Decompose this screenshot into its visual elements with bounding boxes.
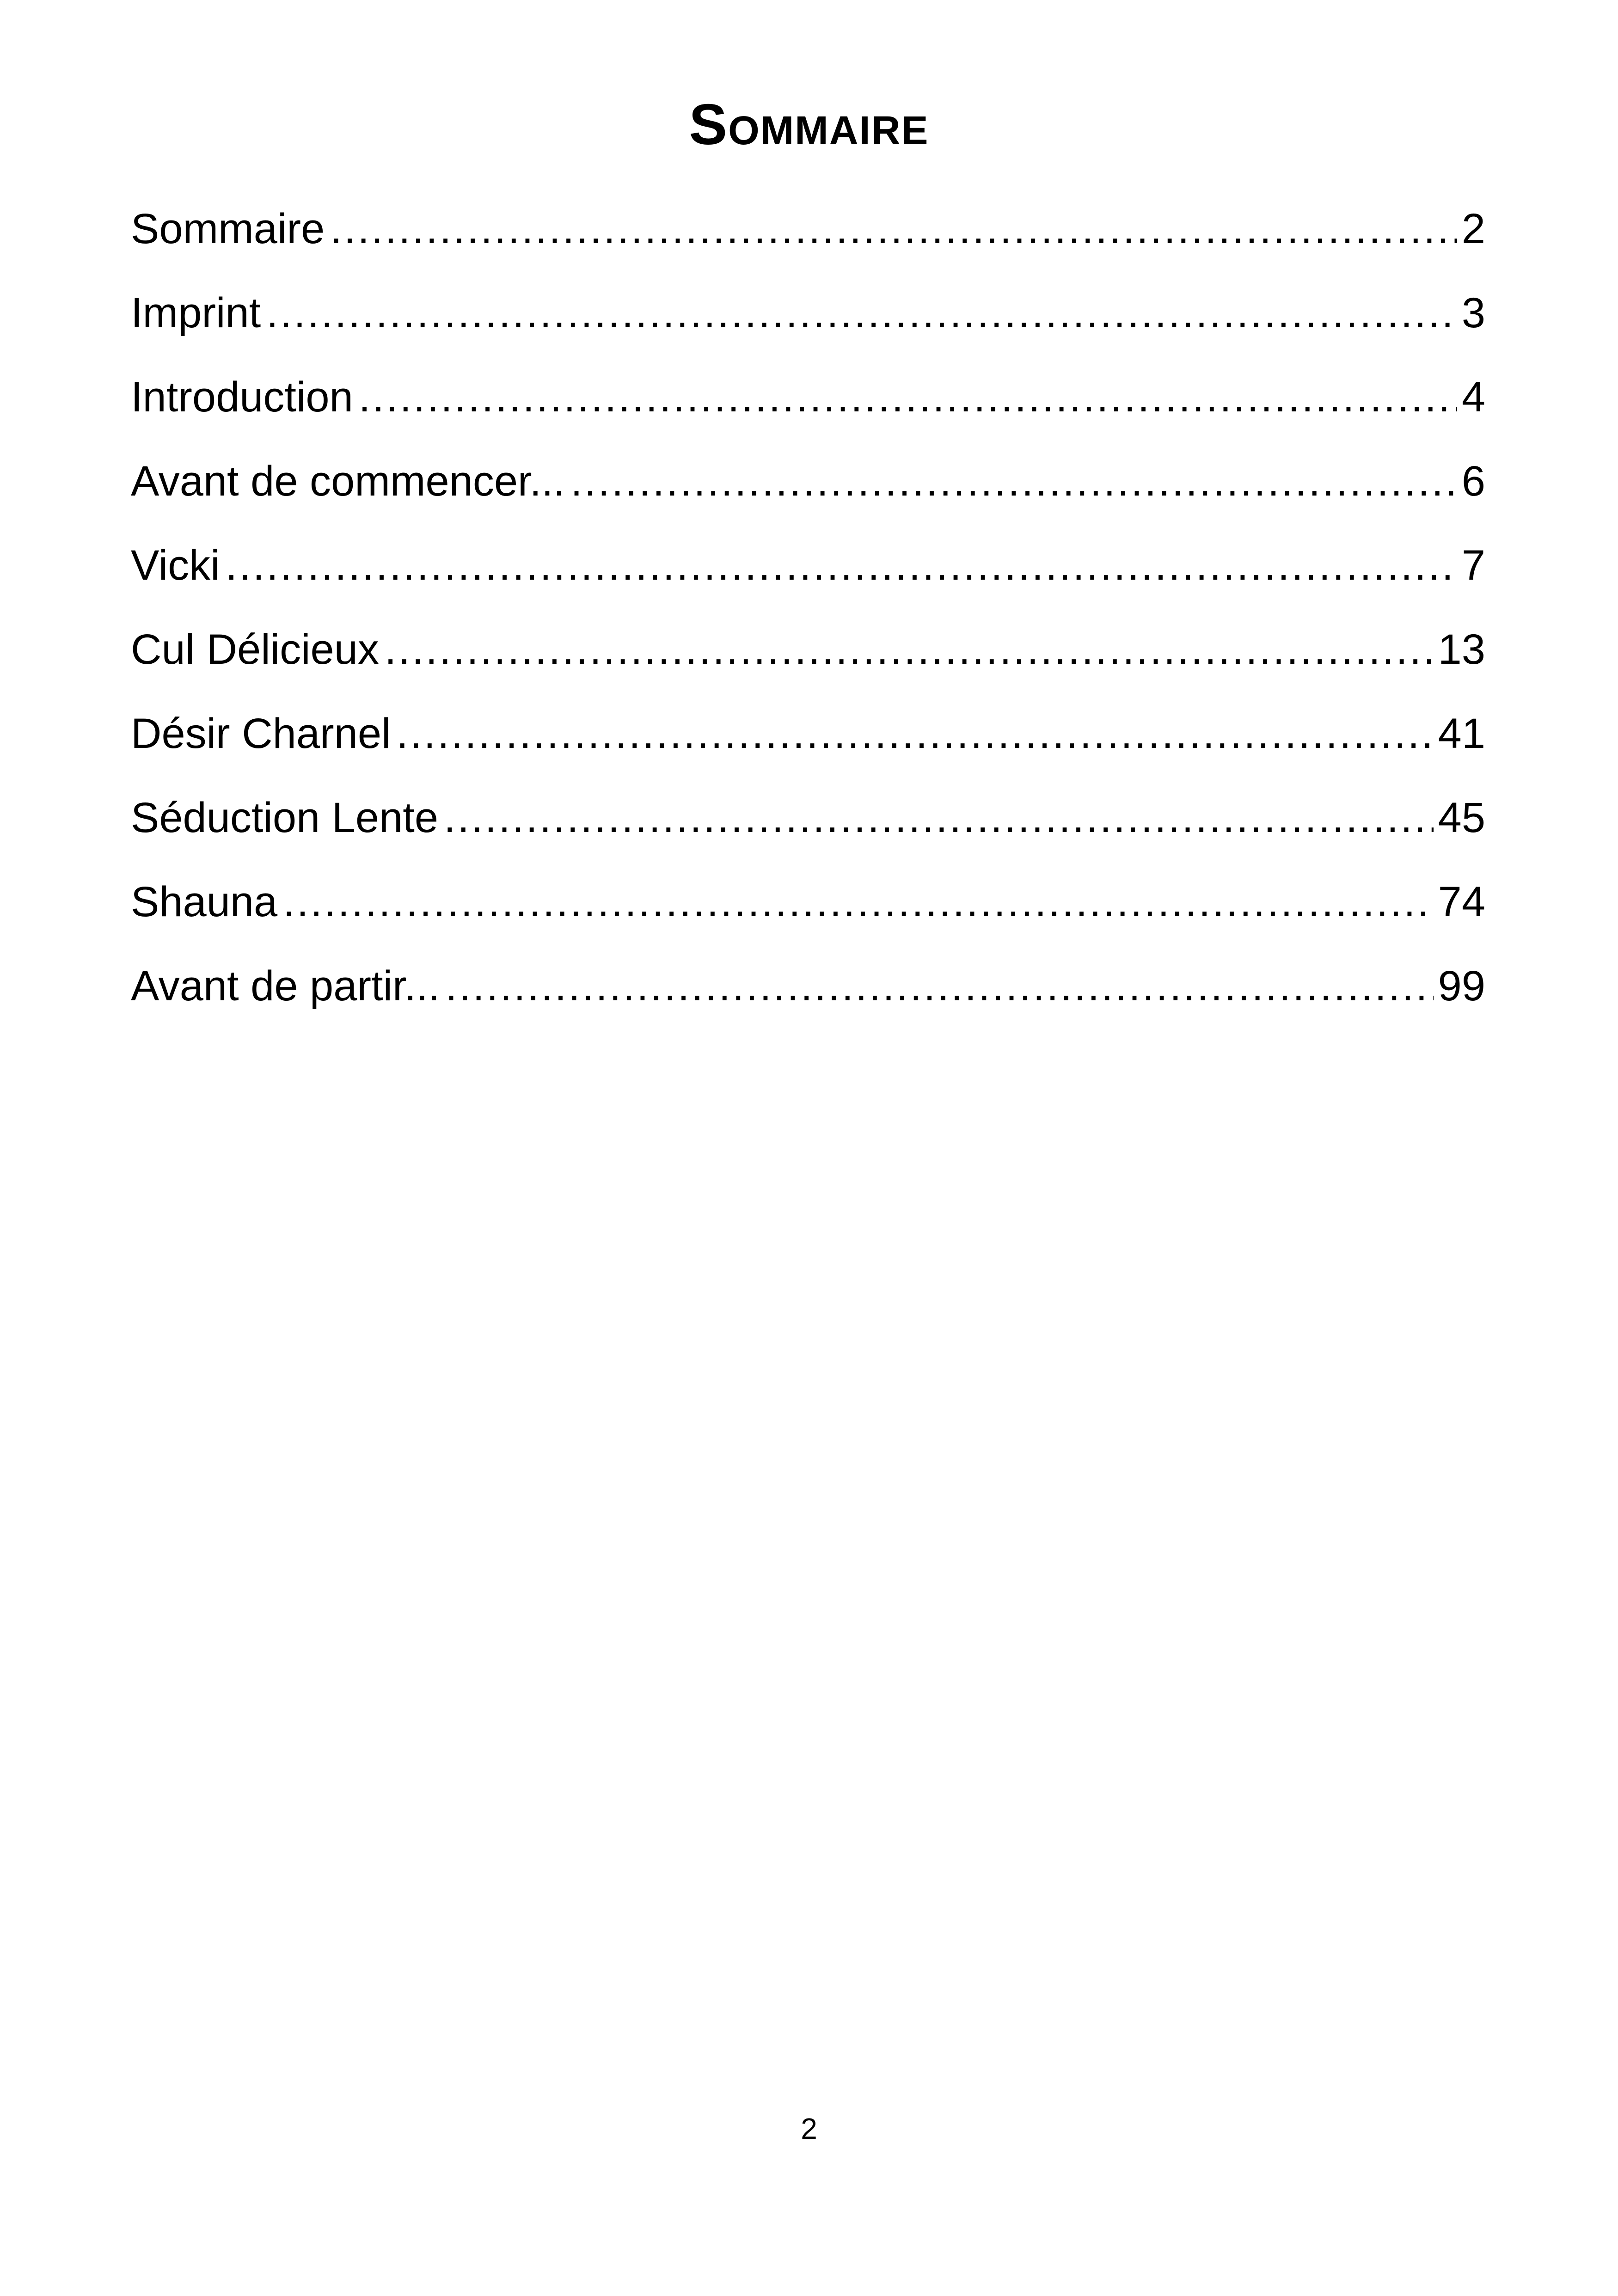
toc-entry-page: 99 — [1438, 962, 1485, 1010]
toc-entry-page: 7 — [1461, 542, 1485, 589]
toc-entry-label: Shauna — [131, 878, 278, 925]
toc-dot-leader — [330, 199, 1457, 259]
toc-entry-desir-charnel[interactable] — [131, 704, 1485, 788]
toc-entry-page: 4 — [1461, 373, 1485, 421]
toc-entry-page: 13 — [1438, 626, 1485, 673]
toc-entry-label: Désir Charnel — [131, 710, 391, 757]
toc-entry-avant-de-commencer[interactable] — [131, 451, 1485, 535]
toc-entry-sommaire[interactable] — [131, 199, 1485, 283]
toc-entry-label: Avant de partir... — [131, 962, 440, 1010]
toc-dot-leader — [396, 704, 1433, 764]
toc-dot-leader — [445, 956, 1433, 1016]
toc-dot-leader — [226, 535, 1457, 595]
toc-dot-leader — [266, 283, 1457, 343]
toc-entry-label: Avant de commencer... — [131, 458, 565, 505]
toc-dot-leader — [283, 872, 1433, 932]
page-number: 2 — [801, 2112, 817, 2145]
toc-entry-introduction[interactable] — [131, 367, 1485, 451]
toc-entry-page: 74 — [1438, 878, 1485, 925]
page-title: Sommaire — [689, 93, 929, 157]
table-of-contents — [131, 199, 1485, 1040]
toc-dot-leader — [444, 788, 1434, 848]
toc-entry-page: 6 — [1461, 458, 1485, 505]
toc-entry-page: 41 — [1438, 710, 1485, 757]
toc-entry-label: Séduction Lente — [131, 794, 438, 841]
toc-entry-label: Vicki — [131, 542, 220, 589]
toc-entry-label: Introduction — [131, 373, 353, 421]
toc-entry-label: Imprint — [131, 289, 261, 337]
toc-entry-seduction-lente[interactable] — [131, 788, 1485, 872]
toc-entry-cul-delicieux[interactable] — [131, 619, 1485, 704]
toc-dot-leader — [385, 619, 1434, 680]
toc-entry-page: 2 — [1461, 205, 1485, 252]
toc-entry-imprint[interactable] — [131, 283, 1485, 367]
toc-entry-page: 3 — [1461, 289, 1485, 337]
toc-entry-avant-de-partir[interactable] — [131, 956, 1485, 1040]
toc-entry-label: Cul Délicieux — [131, 626, 379, 673]
toc-entry-page: 45 — [1438, 794, 1485, 841]
toc-entry-shauna[interactable] — [131, 872, 1485, 956]
toc-dot-leader — [570, 451, 1457, 511]
toc-dot-leader — [359, 367, 1457, 427]
toc-entry-vicki[interactable] — [131, 535, 1485, 619]
toc-entry-label: Sommaire — [131, 205, 325, 252]
